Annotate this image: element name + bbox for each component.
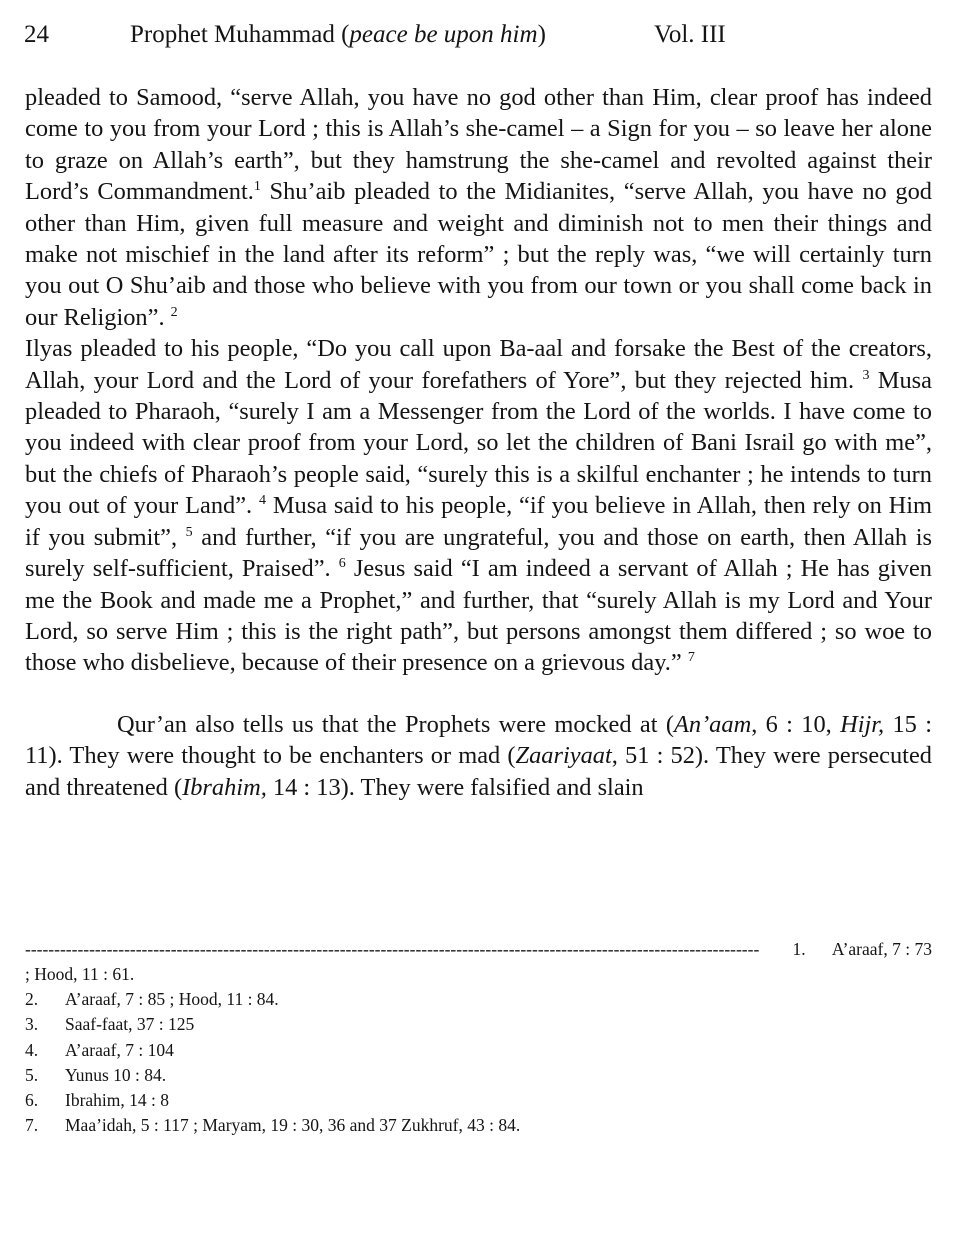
text-span: , 51 : 52). They were persecuted and threatened ( <box>25 742 932 801</box>
text-span: Qur’an also tells us that the Prophets were mocked at ( <box>117 710 674 738</box>
footnote-ref-text: A’araaf, 7 : 104 <box>65 1039 174 1060</box>
footnote-number: 5. <box>25 1064 39 1085</box>
page-number: 24 <box>24 21 49 48</box>
surah-name: Ibrahim, <box>182 773 267 801</box>
footnote-item <box>25 1113 932 1138</box>
paragraph-ilyas-musa-jesus <box>25 333 932 678</box>
footnote-ref-text: Saaf-faat, 37 : 125 <box>65 1014 195 1035</box>
footnote-number: 6. <box>25 1090 39 1111</box>
surah-name: An’aam <box>673 710 752 738</box>
footnote-separator <box>25 937 932 961</box>
text-span: 15 : 11). They were thought to be enchanters or mad ( <box>25 710 932 770</box>
footnote-item <box>25 1063 932 1088</box>
running-title-close: ) <box>537 21 546 48</box>
footnote-ref-2: 2 <box>170 304 178 320</box>
text-span: Ilyas pleaded to his people, “Do you call upon Ba-aal and forsake the Best of the creators, Allah, your Lord and the Lord of your forefathers of Yore”, but they rejected him. <box>25 335 932 394</box>
text-span: , 6 : 10, <box>751 710 841 738</box>
volume-label: Vol. III <box>654 21 726 48</box>
text-span: Jesus said “I am indeed a servant of Allah ; He has given me the Book and made me a Prophet,” and further, that “surely Allah is my Lord and Your Lord, so serve Him ; this is the right path”, but persons amongst them differed ; so woe to those who disbelieve, because of their presence on a grievous day.” <box>25 555 932 677</box>
footnote-number: 7. <box>25 1115 39 1136</box>
surah-name: Hijr, <box>840 710 885 738</box>
text-span: Musa said to his people, “if you believe in Allah, then rely on Him if you submit”, <box>25 492 932 551</box>
footnote-ref-text: ; Hood, 11 : 61. <box>25 964 135 984</box>
footnote-1-continued <box>25 962 932 987</box>
footnote-ref-text: Maa’idah, 5 : 117 ; Maryam, 19 : 30, 36 and 37 Zukhruf, 43 : 84. <box>65 1115 521 1136</box>
footnote-number: 2. <box>25 989 39 1010</box>
footnote-ref-text: A’araaf, 7 : 85 ; Hood, 11 : 84. <box>65 989 279 1010</box>
footnote-number: 4. <box>25 1039 39 1060</box>
footnote-item <box>25 1038 932 1063</box>
footnote-number: 1. <box>792 939 806 959</box>
surah-name: Zaariyaat <box>515 742 612 770</box>
footnote-ref-4: 4 <box>258 493 266 509</box>
footnote-ref-text: A’araaf, 7 : 73 <box>831 939 932 959</box>
footnote-ref-5: 5 <box>185 524 193 540</box>
footnote-ref-3: 3 <box>862 367 870 383</box>
footnote-1-start <box>793 937 932 961</box>
footnote-item <box>25 1088 932 1113</box>
footnote-ref-6: 6 <box>338 555 346 571</box>
footnote-ref-7: 7 <box>687 650 695 666</box>
footnote-ref-1: 1 <box>253 179 261 195</box>
footnote-number: 3. <box>25 1014 39 1035</box>
footnotes <box>25 962 932 1138</box>
dash-rule: ------------------------------------------------------------------------------------------------------------------------------ <box>25 939 760 959</box>
footnote-ref-text: Yunus 10 : 84. <box>65 1064 167 1085</box>
running-title-text: Prophet Muhammad ( <box>130 21 350 48</box>
text-span: Shu’aib pleaded to the Midianites, “serve Allah, you have no god other than Him, given full measure and weight and diminish not to men their things and make not mischief in the land after its reform” ; but the reply was, “we will certainly turn you out O Shu’aib and those who believe with you from our town or you shall come back in our Religion”. <box>25 178 932 331</box>
running-title <box>130 18 546 52</box>
footnote-item <box>25 987 932 1012</box>
footnote-item <box>25 1012 932 1037</box>
text-span: 14 : 13). They were falsified and slain <box>266 773 644 801</box>
footnote-ref-text: Ibrahim, 14 : 8 <box>65 1090 170 1111</box>
paragraph-quran-mockery <box>25 709 932 803</box>
text-span: and further, “if you are ungrateful, you and those on earth, then Allah is surely self-sufficient, Praised”. <box>25 523 933 583</box>
text-span: pleaded to Samood, “serve Allah, you have no god other than Him, clear proof has indeed come to you from your Lord ; this is Allah’s she-camel – a Sign for you – so leave her alone to graze on Allah’s earth”, but they hamstrung the she-camel and revolted against their Lord’s Commandment. <box>25 84 932 206</box>
running-title-italic: peace be upon him <box>349 21 538 48</box>
paragraph-samood-shuaib <box>25 82 932 333</box>
text-span: Musa pleaded to Pharaoh, “surely I am a Messenger from the Lord of the worlds. I have come to you indeed with clear proof from your Lord, so let the children of Bani Israil go with me”, but the chiefs of Pharaoh’s people said, “surely this is a skilful enchanter ; he intends to turn you out of your Land”. <box>25 366 932 520</box>
main-text <box>25 82 932 803</box>
